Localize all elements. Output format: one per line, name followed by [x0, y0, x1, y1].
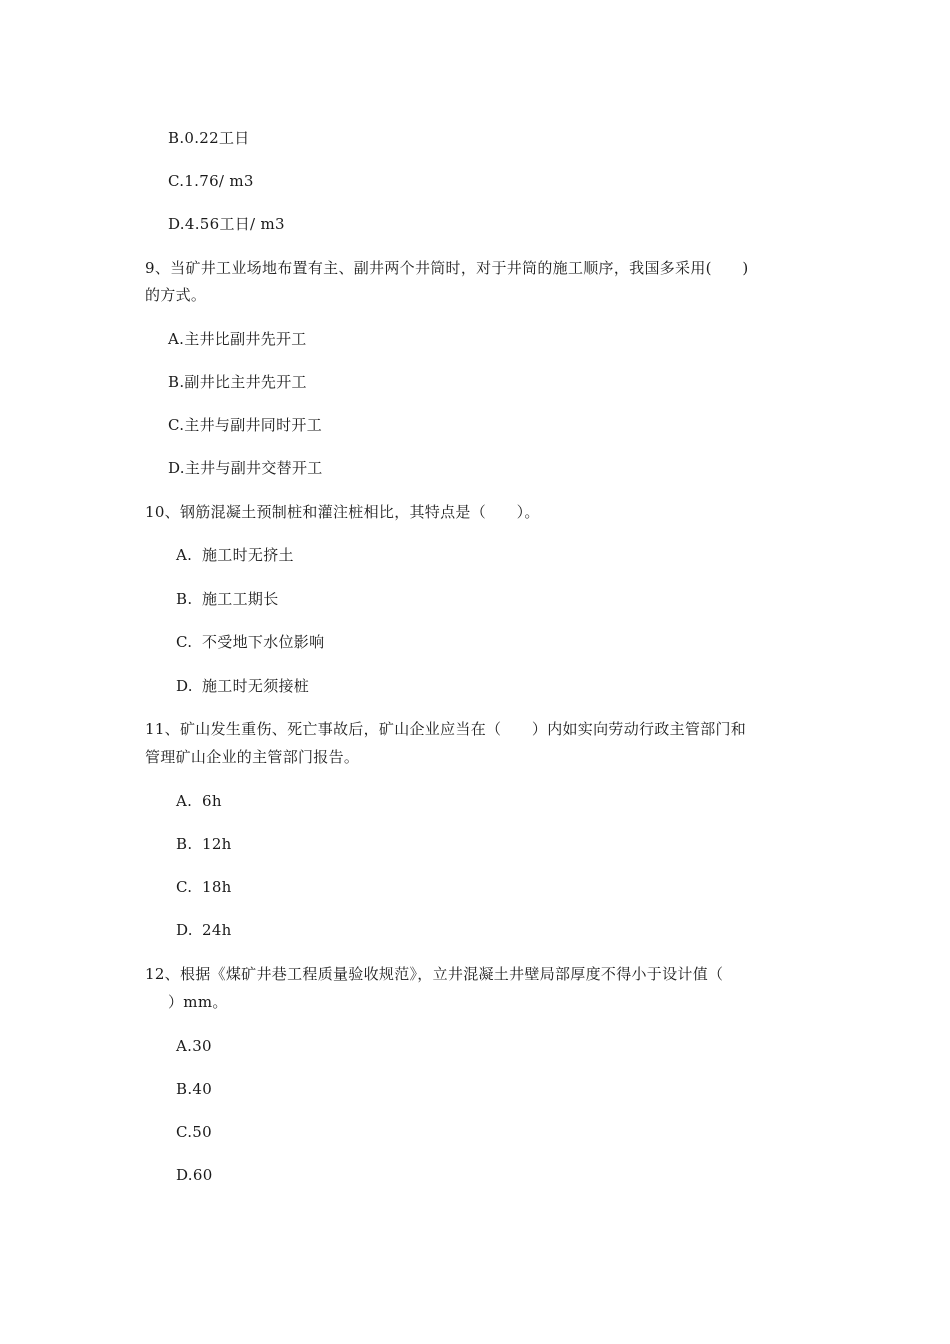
q11-option-b	[176, 834, 232, 854]
q9-option-b: B.副井比主井先开工	[168, 373, 307, 391]
q11-stem-line1: 11、矿山发生重伤、死亡事故后，矿山企业应当在（ ）内如实向劳动行政主管部门和	[145, 720, 747, 738]
option-text: 24h	[202, 921, 232, 939]
q10-option-c	[176, 632, 324, 652]
q10-option-b	[176, 589, 279, 609]
q8-option-b: B.0.22工日	[168, 129, 250, 147]
q10-option-d	[176, 676, 309, 696]
q9-option-d: D.主井与副井交替开工	[168, 459, 323, 477]
option-text: 施工工期长	[202, 590, 279, 608]
q11-option-d	[176, 920, 232, 940]
q9-option-c: C.主井与副井同时开工	[168, 416, 323, 434]
option-text: 不受地下水位影响	[202, 633, 325, 651]
q10-stem: 10、钢筋混凝土预制桩和灌注桩相比，其特点是（ ）。	[145, 503, 540, 521]
q12-stem-line1: 12、根据《煤矿井巷工程质量验收规范》，立井混凝土井壁局部厚度不得小于设计值（	[145, 965, 724, 983]
q12-stem-line2: ）mm。	[168, 993, 228, 1011]
q11-option-a	[176, 791, 222, 811]
option-letter: C.	[176, 633, 193, 651]
option-letter: B.	[176, 835, 193, 853]
q11-stem-line2: 管理矿山企业的主管部门报告。	[145, 748, 360, 766]
option-text: 施工时无挤土	[202, 546, 294, 564]
option-letter: D.	[176, 677, 193, 695]
q9-stem-line2: 的方式。	[145, 286, 207, 304]
q12-option-c: C.50	[176, 1123, 212, 1141]
q10-option-a	[176, 545, 294, 565]
option-text: 18h	[202, 878, 232, 896]
option-letter: A.	[176, 546, 193, 564]
q12-option-a: A.30	[176, 1037, 212, 1055]
q8-option-c: C.1.76/ m3	[168, 172, 254, 190]
option-letter: D.	[176, 921, 193, 939]
option-text: 12h	[202, 835, 232, 853]
q8-option-d: D.4.56工日/ m3	[168, 215, 285, 233]
option-letter: A.	[176, 792, 193, 810]
option-letter: B.	[176, 590, 193, 608]
option-letter: C.	[176, 878, 193, 896]
q12-option-b: B.40	[176, 1080, 213, 1098]
q9-option-a: A.主井比副井先开工	[168, 330, 307, 348]
q12-option-d: D.60	[176, 1166, 213, 1184]
q9-stem-line1: 9、当矿井工业场地布置有主、副井两个井筒时，对于井筒的施工顺序，我国多采用( )	[145, 259, 749, 277]
q11-option-c	[176, 877, 232, 897]
option-text: 施工时无须接桩	[202, 677, 310, 695]
option-text: 6h	[202, 792, 222, 810]
